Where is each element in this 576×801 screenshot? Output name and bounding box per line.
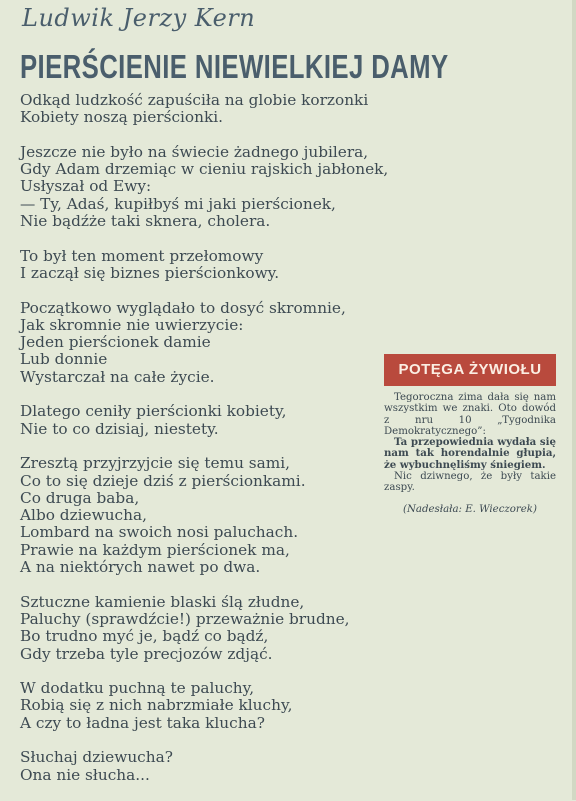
poem-line: To był ten moment przełomowy xyxy=(20,246,264,265)
poem-line: Odkąd ludzkość zapuściła na globie korzonki xyxy=(20,91,369,109)
poem-line: A czy to ładna jest taka klucha? xyxy=(20,713,265,732)
poem-line: Co druga baba, xyxy=(20,488,140,507)
poem-line: — Ty, Adaś, kupiłbyś mi jaki pierścionek, xyxy=(20,194,336,213)
poem-line: A na niektórych nawet po dwa. xyxy=(20,558,261,577)
page-title: PIERŚCIENIE NIEWIELKIEJ DAMY xyxy=(20,48,449,85)
poem-stanza xyxy=(20,594,380,663)
sidebar-paragraph: Tegoroczna zima dała się nam wszystkim we znaki. Oto dowód z nru 10 „Tygodnika Demokratycznego”: xyxy=(384,392,556,437)
poem-line: Jeden pierścionek damie xyxy=(20,333,211,352)
sidebar-quote: Ta przepowiednia wydała się nam tak horendalnie głupia, że wybuchnęliśmy śniegiem. xyxy=(384,436,556,471)
poem-line: Nie to co dzisiaj, niestety. xyxy=(20,419,219,438)
poem-line: Dlatego ceniły pierścionki kobiety, xyxy=(20,402,287,421)
sidebar-text xyxy=(384,392,556,494)
poem xyxy=(20,91,389,801)
poem-line: Ona nie słucha... xyxy=(20,765,150,784)
poem-line: Albo dziewucha, xyxy=(20,506,147,525)
poem-stanza xyxy=(20,403,380,438)
poem-line: W dodatku puchną te paluchy, xyxy=(20,679,255,698)
poem-line: Bo trudno myć je, bądź co bądź, xyxy=(20,627,269,646)
poem-line: Słuchaj dziewucha? xyxy=(20,748,173,767)
page-edge xyxy=(572,0,576,800)
poem-line: Kobiety noszą pierścionki. xyxy=(20,108,224,127)
sidebar-credit: (Nadesłała: E. Wieczorek) xyxy=(403,503,537,515)
poem-line: Lub donnie xyxy=(20,350,108,369)
poem-stanza xyxy=(20,749,380,784)
sidebar-box xyxy=(384,354,556,515)
poem-line: Co to się dzieje dziś z pierścionkami. xyxy=(20,471,306,490)
poem-stanza xyxy=(20,248,380,283)
poem-line: Jak skromnie nie uwierzycie: xyxy=(20,315,244,334)
poem-line: Gdy Adam drzemiąc w cieniu rajskich jabłonek, xyxy=(20,160,389,179)
poem-line: Początkowo wyglądało to dosyć skromnie, xyxy=(20,298,346,317)
poem-line: Usłyszał od Ewy: xyxy=(20,177,152,196)
poem-line: Jeszcze nie było na świecie żadnego jubilera, xyxy=(20,142,369,161)
sidebar-heading: POTĘGA ŻYWIOŁU xyxy=(384,354,556,386)
poem-line: Gdy trzeba tyle precjozów zdjąć. xyxy=(20,644,273,663)
poem-stanza xyxy=(20,680,380,732)
poem-stanza xyxy=(20,300,380,386)
poem-line: Prawie na każdym pierścionek ma, xyxy=(20,540,290,559)
poem-stanza xyxy=(20,142,389,231)
poem-line: Zresztą przyjrzyjcie się temu sami, xyxy=(20,454,291,473)
poem-line: Lombard na swoich nosi paluchach. xyxy=(20,523,299,542)
sidebar-paragraph: Nic dziwnego, że były takie zaspy. xyxy=(384,471,556,494)
poem-line: Paluchy (sprawdźcie!) przeważnie brudne, xyxy=(20,609,350,628)
author-name: Ludwik Jerzy Kern xyxy=(22,4,256,32)
poem-line: Wystarczał na całe życie. xyxy=(20,367,215,386)
poem-line: Robią się z nich nabrzmiałe kluchy, xyxy=(20,696,293,715)
poem-stanza xyxy=(20,455,380,576)
poem-line: Nie bądźże taki sknera, cholera. xyxy=(20,212,271,231)
poem-line: Sztuczne kamienie blaski ślą złudne, xyxy=(20,592,305,611)
poem-line: I zaczął się biznes pierścionkowy. xyxy=(20,263,280,282)
poem-stanza xyxy=(20,92,380,127)
